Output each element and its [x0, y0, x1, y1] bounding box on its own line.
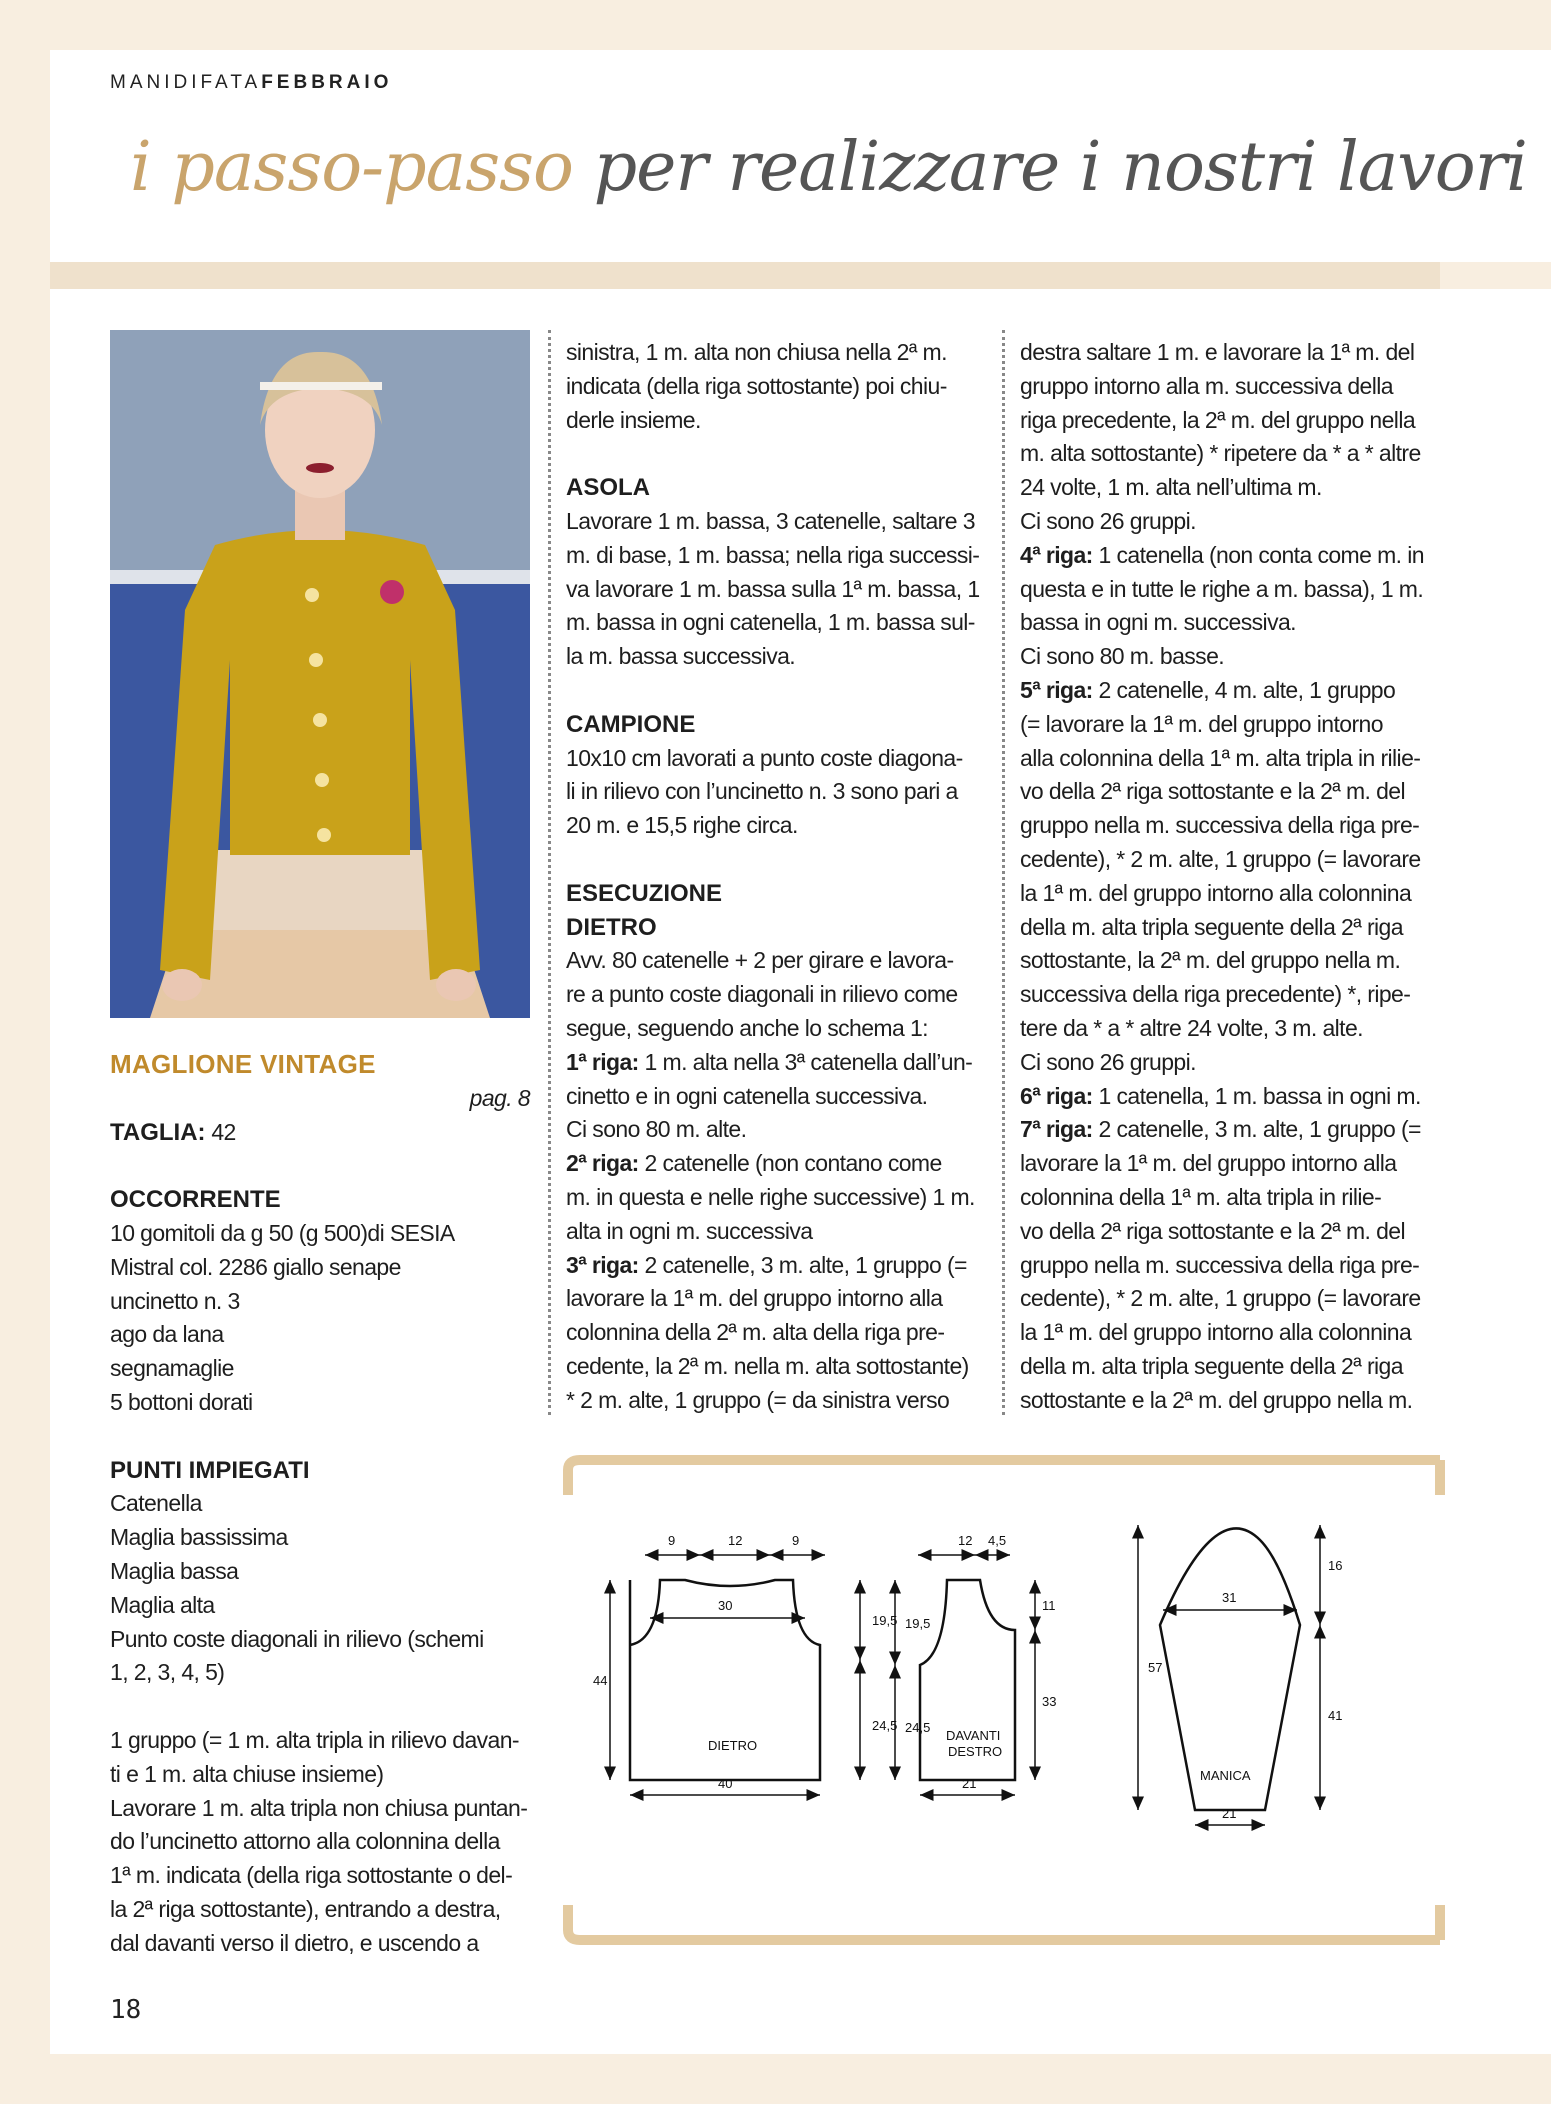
text-line: re a punto coste diagonali in rilievo come [566, 981, 958, 1008]
dim-label: 57 [1148, 1660, 1163, 1675]
dim-label: 19,5 [872, 1613, 898, 1628]
text-line: m. alta sottostante) * ripetere da * a * altre [1020, 440, 1421, 467]
text-line: cedente), * 2 m. alte, 1 gruppo (= lavorare [1020, 845, 1421, 872]
punti-line: Punto coste diagonali in rilievo (schemi [110, 1625, 484, 1652]
text-line: sottostante e la 2ª m. del gruppo nella m. [1020, 1386, 1413, 1413]
text-line: della m. alta tripla seguente della 2ª riga [1020, 913, 1403, 940]
gruppo-line: 1 gruppo (= 1 m. alta tripla in rilievo davan- [110, 1726, 519, 1753]
text-line: gruppo nella m. successiva della riga pre- [1020, 1251, 1420, 1278]
gruppo-line: Lavorare 1 m. alta tripla non chiusa puntan- [110, 1794, 528, 1821]
occorrente-line: ago da lana [110, 1321, 224, 1348]
occorrente-heading: OCCORRENTE [110, 1186, 281, 1214]
piece-label: DESTRO [948, 1744, 1003, 1759]
dim-label: 21 [962, 1776, 977, 1791]
dim-label: 9 [792, 1533, 800, 1548]
row-4-line: 4ª riga: 1 catenella (non conta come m. in [1020, 541, 1424, 568]
text-line: riga precedente, la 2ª m. del gruppo nella [1020, 406, 1416, 433]
asola-heading: ASOLA [566, 474, 650, 502]
text-line: colonnina della 1ª m. alta tripla in rilie- [1020, 1183, 1382, 1210]
dim-label: 16 [1328, 1558, 1343, 1573]
dietro-heading: DIETRO [566, 913, 657, 941]
text-line: Ci sono 26 gruppi. [1020, 1048, 1196, 1075]
dim-label: 31 [1222, 1590, 1237, 1605]
piece-label: DIETRO [708, 1738, 758, 1753]
text-line: Ci sono 80 m. basse. [1020, 643, 1225, 670]
row-2-line: 2ª riga: 2 catenelle (non contano come [566, 1150, 942, 1177]
text-line: sinistra, 1 m. alta non chiusa nella 2ª m. [566, 339, 947, 365]
text-line: lavorare la 1ª m. del gruppo intorno alla [1020, 1150, 1397, 1177]
punti-line: Maglia bassa [110, 1557, 239, 1584]
punti-line: Maglia alta [110, 1591, 215, 1618]
text-line: (= lavorare la 1ª m. del gruppo intorno [1020, 710, 1383, 737]
text-line: della m. alta tripla seguente della 2ª riga [1020, 1352, 1403, 1379]
frame-bottom [568, 1905, 1440, 1940]
dim-label: 9 [668, 1533, 676, 1548]
piece-label: DAVANTI [946, 1728, 1001, 1743]
text-line: gruppo intorno alla m. successiva della [1020, 372, 1393, 399]
dim-label: 24,5 [872, 1718, 898, 1733]
text-line: vo della 2ª riga sottostante e la 2ª m. del [1020, 778, 1406, 805]
text-line: li in rilievo con l’uncinetto n. 3 sono pari a [566, 778, 958, 805]
text-line: segue, seguendo anche lo schema 1: [566, 1014, 928, 1041]
text-line: 10x10 cm lavorati a punto coste diagona- [566, 744, 963, 771]
occorrente-line: 10 gomitoli da g 50 (g 500)di SESIA [110, 1219, 455, 1246]
text-line: colonnina della 2ª m. alta della riga pre- [566, 1319, 945, 1346]
punti-line: 1, 2, 3, 4, 5) [110, 1659, 225, 1686]
headline-rest: per realizzare i nostri lavori [572, 128, 1527, 207]
punti-line: Catenella [110, 1490, 202, 1517]
row-1-line: 1ª riga: 1 m. alta nella 3ª catenella dall’un- [566, 1048, 973, 1075]
model-photo [110, 330, 530, 1018]
dim-label: 12 [958, 1533, 973, 1548]
header-shadow-band [50, 262, 1440, 289]
text-line: Ci sono 26 gruppi. [1020, 507, 1196, 534]
dim-label: 12 [728, 1533, 743, 1548]
column-2 [566, 336, 990, 1418]
text-line: alta in ogni m. successiva [566, 1217, 813, 1244]
size-line: TAGLIA: 42 [110, 1118, 236, 1146]
text-line: va lavorare 1 m. bassa sulla 1ª m. bassa, 1 [566, 575, 980, 602]
dim-label: 41 [1328, 1708, 1343, 1723]
dim-label: 33 [1042, 1694, 1057, 1709]
piece-label: MANICA [1200, 1768, 1251, 1783]
punti-line: Maglia bassissima [110, 1524, 288, 1551]
dim-label: 4,5 [988, 1533, 1007, 1548]
text-line: Avv. 80 catenelle + 2 per girare e lavora- [566, 947, 954, 974]
row-5-line: 5ª riga: 2 catenelle, 4 m. alte, 1 gruppo [1020, 676, 1396, 703]
gruppo-line: do l’uncinetto attorno alla colonnina della [110, 1828, 500, 1855]
text-line: bassa in ogni m. successiva. [1020, 609, 1296, 636]
text-line: derle insieme. [566, 406, 701, 433]
text-line: 20 m. e 15,5 righe circa. [566, 812, 798, 839]
esecuzione-heading: ESECUZIONE [566, 879, 723, 907]
text-line: questa e in tutte le righe a m. bassa), 1 m. [1020, 575, 1424, 602]
text-line: la 1ª m. del gruppo intorno alla colonnina [1020, 1319, 1412, 1346]
column-divider [1002, 330, 1005, 1415]
text-line: la 1ª m. del gruppo intorno alla colonnina [1020, 879, 1412, 906]
occorrente-line: 5 bottoni dorati [110, 1388, 253, 1415]
text-line: gruppo nella m. successiva della riga pre- [1020, 812, 1420, 839]
column-divider [548, 330, 551, 1415]
text-line: 24 volte, 1 m. alta nell’ultima m. [1020, 474, 1322, 501]
magazine-brand: MANIDIFATAFEBBRAIO [110, 72, 393, 93]
column-3 [1020, 336, 1450, 1418]
occorrente-line: segnamaglie [110, 1355, 234, 1382]
occorrente-line: uncinetto n. 3 [110, 1287, 240, 1314]
dim-label: 24,5 [905, 1720, 931, 1735]
page-number: 18 [110, 1995, 142, 2025]
text-line: * 2 m. alte, 1 gruppo (= da sinistra verso [566, 1386, 950, 1413]
text-line: sottostante, la 2ª m. del gruppo nella m. [1020, 947, 1401, 974]
row-7-line: 7ª riga: 2 catenelle, 3 m. alte, 1 gruppo (= [1020, 1116, 1421, 1143]
text-line: lavorare la 1ª m. del gruppo intorno alla [566, 1285, 943, 1312]
page-headline [130, 128, 1527, 207]
dim-label: 19,5 [905, 1616, 931, 1631]
gruppo-line: 1ª m. indicata (della riga sottostante o del- [110, 1862, 513, 1889]
text-line: tere da * a * altre 24 volte, 3 m. alte. [1020, 1014, 1363, 1041]
dim-label: 21 [1222, 1806, 1237, 1821]
text-line: destra saltare 1 m. e lavorare la 1ª m. del [1020, 339, 1415, 365]
campione-heading: CAMPIONE [566, 710, 696, 738]
text-line: cedente), * 2 m. alte, 1 gruppo (= lavorare [1020, 1285, 1421, 1312]
text-line: m. in questa e nelle righe successive) 1 m. [566, 1183, 975, 1210]
schematic-diagram [560, 1450, 1450, 1950]
headline-accent: i passo-passo [130, 128, 573, 207]
column-1 [110, 1048, 530, 1961]
text-line: indicata (della riga sottostante) poi chiu- [566, 372, 947, 399]
text-line: successiva della riga precedente) *, ripe- [1020, 981, 1411, 1008]
text-line: m. bassa in ogni catenella, 1 m. bassa sul- [566, 609, 975, 636]
text-line: Lavorare 1 m. bassa, 3 catenelle, saltare 3 [566, 507, 975, 534]
gruppo-line: ti e 1 m. alta chiuse insieme) [110, 1760, 384, 1787]
occorrente-line: Mistral col. 2286 giallo senape [110, 1253, 401, 1280]
text-line: cinetto e in ogni catenella successiva. [566, 1082, 928, 1109]
text-line: alla colonnina della 1ª m. alta tripla in rilie- [1020, 744, 1421, 771]
frame-top [568, 1460, 1440, 1495]
gruppo-line: la 2ª riga sottostante), entrando a destra, [110, 1895, 501, 1922]
text-line: m. di base, 1 m. bassa; nella riga successi- [566, 541, 980, 568]
row-3-line: 3ª riga: 2 catenelle, 3 m. alte, 1 gruppo (= [566, 1251, 967, 1278]
dim-label: 44 [593, 1673, 608, 1688]
text-line: cedente, la 2ª m. nella m. alta sottostante) [566, 1352, 969, 1379]
gruppo-line: dal davanti verso il dietro, e uscendo a [110, 1929, 479, 1956]
row-6-line: 6ª riga: 1 catenella, 1 m. bassa in ogni m. [1020, 1082, 1421, 1109]
project-title: MAGLIONE VINTAGE [110, 1049, 376, 1079]
dim-label: 30 [718, 1598, 733, 1613]
text-line: vo della 2ª riga sottostante e la 2ª m. del [1020, 1217, 1406, 1244]
text-line: la m. bassa successiva. [566, 643, 796, 670]
text-line: Ci sono 80 m. alte. [566, 1116, 747, 1143]
dim-label: 40 [718, 1776, 733, 1791]
page-reference: pag. 8 [469, 1084, 530, 1111]
punti-heading: PUNTI IMPIEGATI [110, 1456, 310, 1484]
dim-label: 11 [1042, 1598, 1056, 1613]
